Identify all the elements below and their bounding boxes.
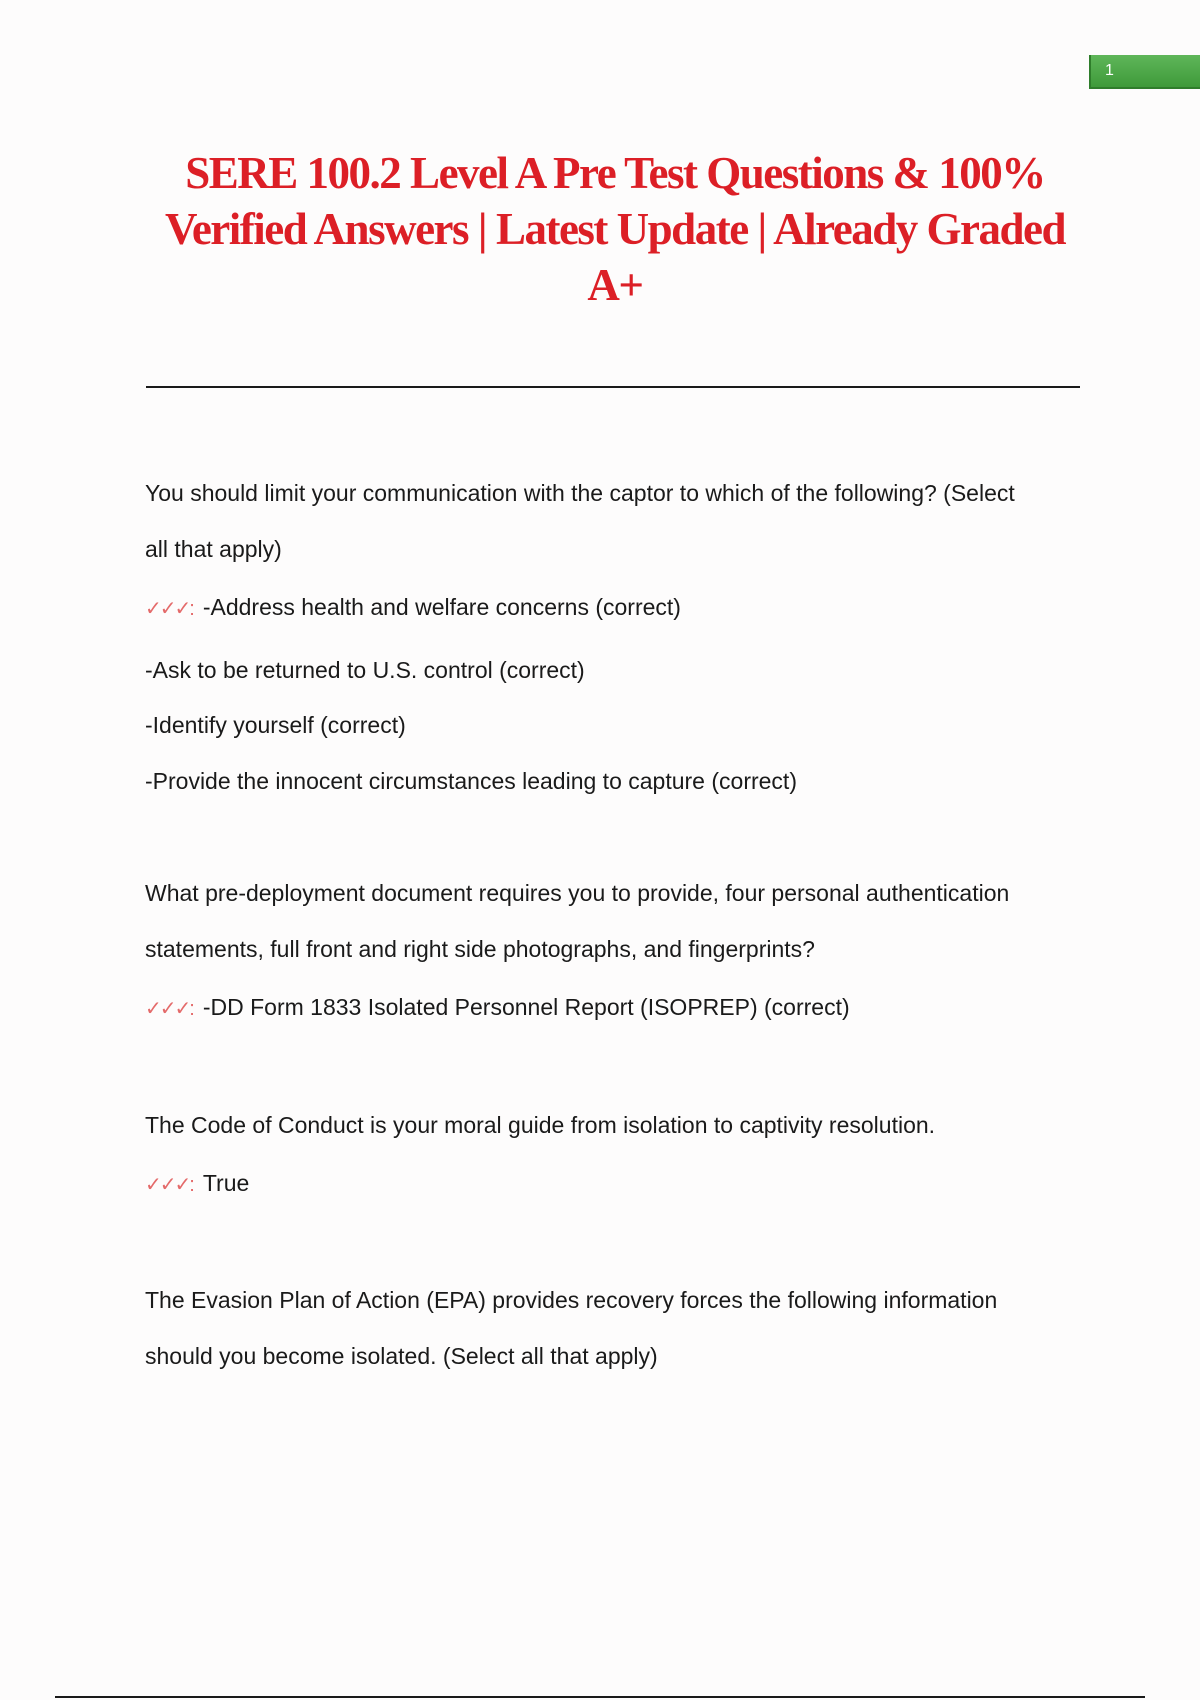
answer-3-line-1 [145,1168,249,1200]
question-1-line-2: all that apply) [145,536,282,562]
question-3-line-1: The Code of Conduct is your moral guide from isolation to captivity resolution. [145,1112,936,1138]
checkmark-icon: ✓✓✓: [145,998,193,1020]
answer-1-line-2: -Ask to be returned to U.S. control (correct) [145,657,585,683]
question-4-line-2: should you become isolated. (Select all that apply) [145,1343,658,1369]
footer-divider [55,1696,1145,1698]
answer-text: -Address health and welfare concerns (correct) [202,594,681,620]
answer-text: True [202,1170,250,1196]
document-title: SERE 100.2 Level A Pre Test Questions & 100% Verified Answers | Latest Update | Already Graded A+ [164,148,1066,310]
question-2-line-2: statements, full front and right side photographs, and fingerprints? [145,936,815,962]
answer-2-line-1 [145,992,850,1024]
page-number-badge: 1 [1089,55,1200,89]
checkmark-icon: ✓✓✓: [145,1174,193,1196]
answer-text: -DD Form 1833 Isolated Personnel Report (ISOPREP) (correct) [202,994,850,1020]
title-divider [146,386,1080,388]
question-1-line-1: You should limit your communication with the captor to which of the following? (Select [145,480,1015,506]
answer-1-line-1 [145,592,681,624]
answer-1-line-3: -Identify yourself (correct) [145,712,406,738]
answer-1-line-4: -Provide the innocent circumstances leading to capture (correct) [145,768,797,794]
checkmark-icon: ✓✓✓: [145,598,193,620]
question-2-line-1: What pre-deployment document requires you to provide, four personal authentication [145,880,1010,906]
question-4-line-1: The Evasion Plan of Action (EPA) provides recovery forces the following information [145,1287,998,1313]
